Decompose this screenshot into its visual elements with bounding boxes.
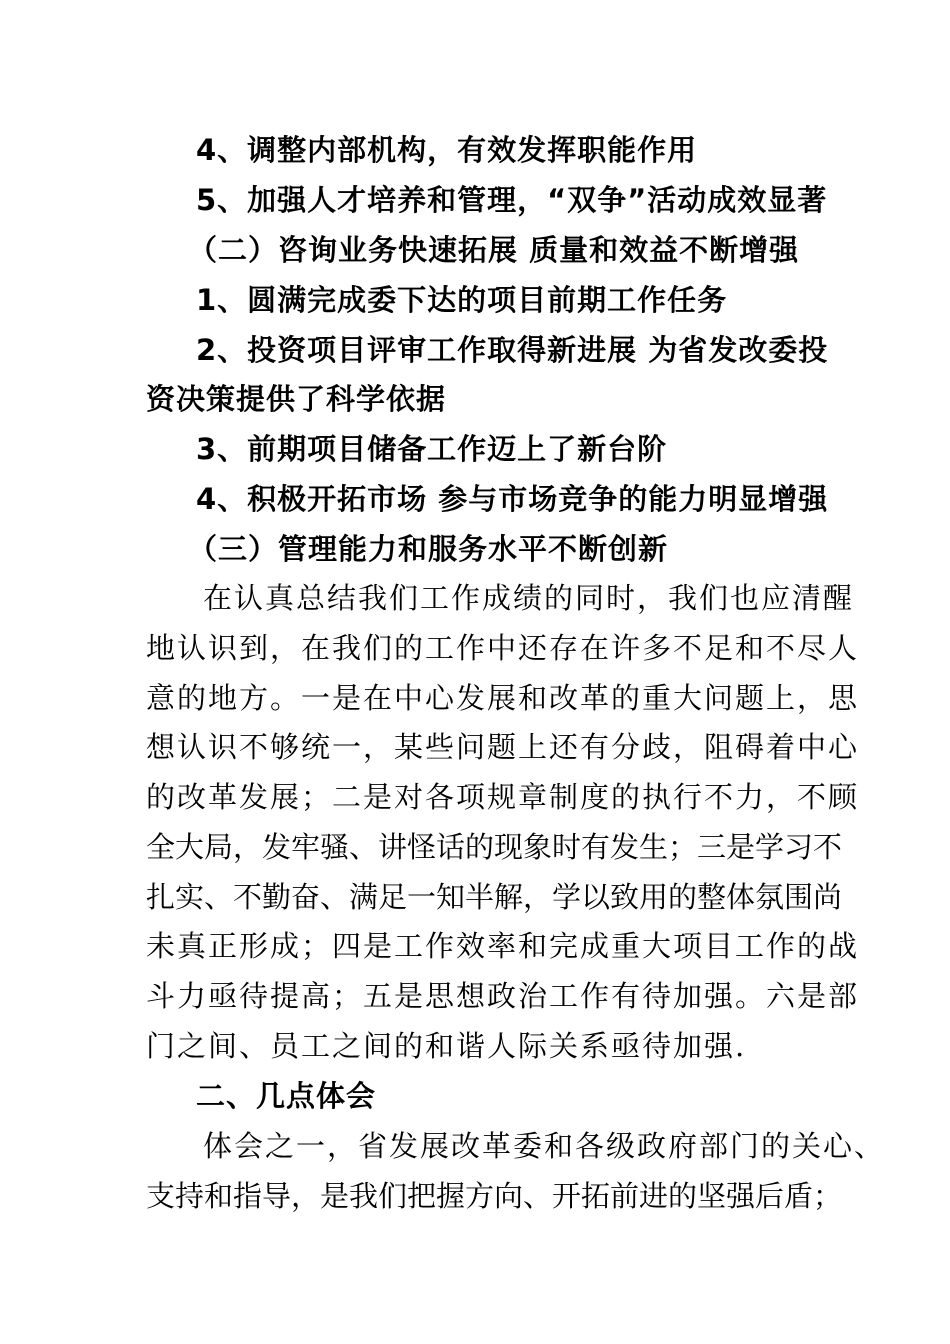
list-item: 3、前期项目储备工作迈上了新台阶 [196, 432, 668, 466]
paragraph-line: 的改革发展；二是对各项规章制度的执行不力，不顾 [146, 780, 860, 814]
list-item: 4、调整内部机构，有效发挥职能作用 [196, 133, 698, 167]
section-heading: （三）管理能力和服务水平不断创新 [188, 532, 669, 566]
list-item: 4、积极开拓市场 参与市场竞争的能力明显增强 [196, 482, 829, 516]
paragraph-line: 地认识到，在我们的工作中还存在许多不足和不尽人 [146, 631, 860, 665]
paragraph-line: 想认识不够统一，某些问题上还有分歧，阻碍着中心 [146, 730, 860, 764]
list-item: 5、加强人才培养和管理，“双争”活动成效显著 [196, 183, 828, 217]
paragraph-line: 未真正形成；四是工作效率和完成重大项目工作的战 [146, 929, 860, 963]
paragraph-line: 体会之一，省发展改革委和各级政府部门的关心、 [203, 1129, 886, 1163]
paragraph-line: 意的地方。一是在中心发展和改革的重大问题上，思 [146, 681, 860, 715]
paragraph-line: 在认真总结我们工作成绩的同时，我们也应清醒 [203, 581, 855, 615]
list-item: 1、圆满完成委下达的项目前期工作任务 [196, 283, 728, 317]
paragraph-line: 扎实、不勤奋、满足一知半解，学以致用的整体氛围尚 [146, 880, 843, 914]
section-heading: 二、几点体会 [196, 1079, 377, 1113]
paragraph-line: 斗力亟待提高；五是思想政治工作有待加强。六是部 [146, 979, 860, 1013]
paragraph-line: 全大局，发牢骚、讲怪话的现象时有发生；三是学习不 [146, 830, 843, 864]
section-heading: （二）咨询业务快速拓展 质量和效益不断增强 [188, 233, 800, 267]
list-item: 2、投资项目评审工作取得新进展 为省发改委投 [196, 333, 829, 367]
paragraph-line: 门之间、员工之间的和谐人际关系亟待加强. [146, 1029, 747, 1063]
paragraph-line: 支持和指导，是我们把握方向、开拓前进的坚强后盾； [146, 1179, 843, 1213]
list-item-continuation: 资决策提供了科学依据 [146, 382, 447, 416]
